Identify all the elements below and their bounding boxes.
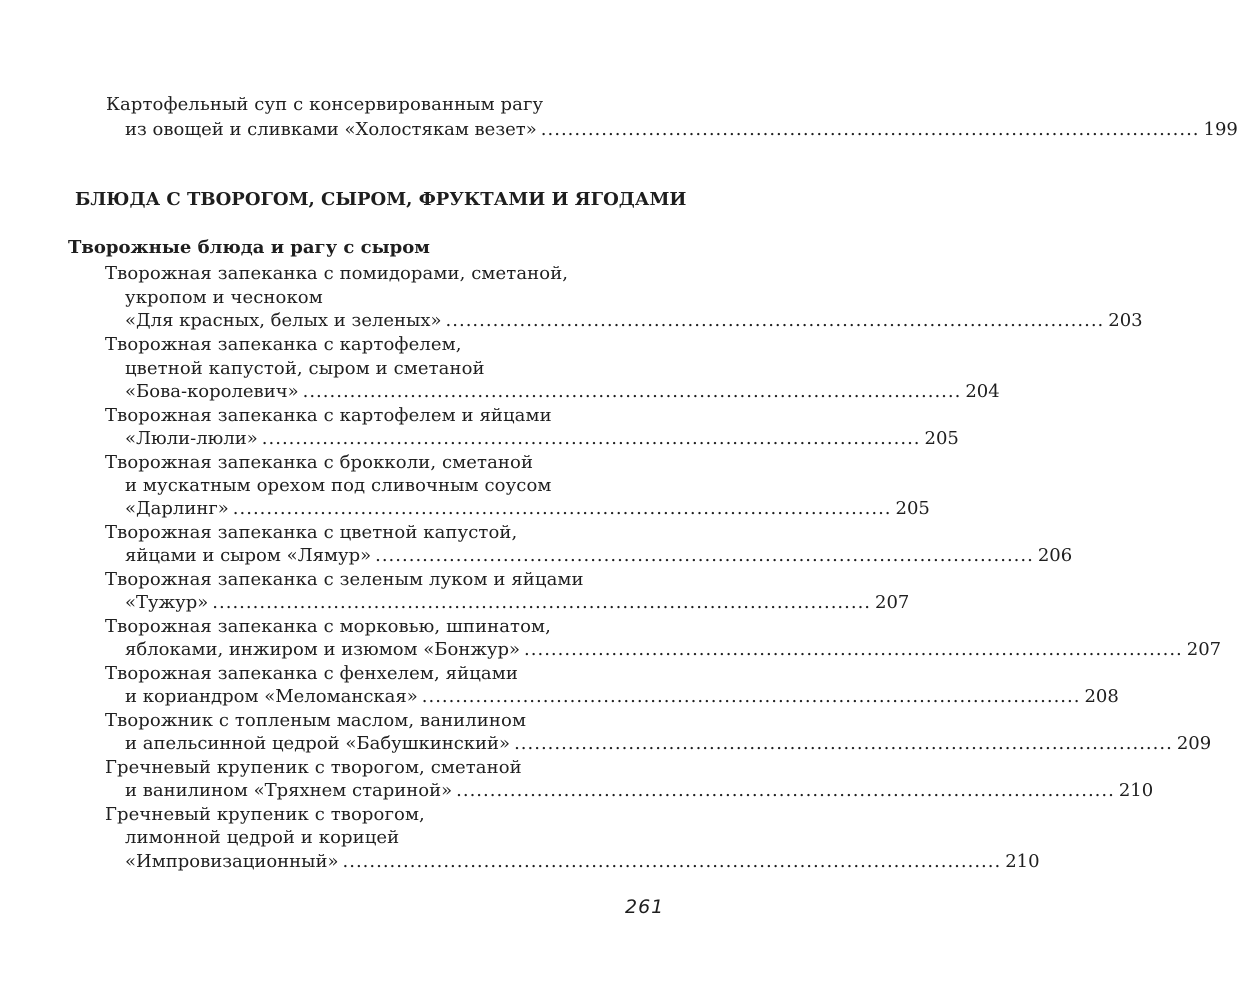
toc-entry-text: «Для красных, белых и зеленых»: [125, 310, 442, 331]
toc-entry-last-line: [125, 544, 1073, 568]
toc-entry-text: и апельсинной цедрой «Бабушкинский»: [125, 733, 511, 754]
toc-page-number: 207: [1186, 639, 1222, 660]
toc-entry-text: и кориандром «Меломанская»: [125, 686, 418, 707]
toc-entry-line: Гречневый крупеник с творогом,: [105, 804, 425, 825]
dot-leader: ..................................................................................................: [456, 780, 1115, 801]
toc-entry-text: и ванилином «Тряхнем стариной»: [125, 780, 453, 801]
toc-entry-text: яйцами и сыром «Лямур»: [125, 545, 372, 566]
toc-entry-line: Творожная запеканка с помидорами, сметаной,: [105, 263, 569, 284]
toc-page-number: 204: [965, 381, 1000, 402]
dot-leader: ..................................................................................................: [212, 592, 872, 613]
toc-page-number: 205: [924, 428, 959, 449]
dot-leader: ..................................................................................................: [342, 851, 1002, 872]
page-number: 261: [625, 896, 665, 918]
toc-entry-line: Творожная запеканка с картофелем,: [105, 334, 462, 355]
toc-entry-line: Творожная запеканка с картофелем и яйцами: [105, 405, 552, 426]
toc-entry-text: «Импровизационный»: [125, 851, 339, 872]
toc-entry-last-line: [125, 380, 1000, 404]
section-title: БЛЮДА С ТВОРОГОМ, СЫРОМ, ФРУКТАМИ И ЯГОДАМИ: [75, 189, 687, 210]
dot-leader: ..................................................................................................: [261, 428, 921, 449]
toc-page-number: 210: [1118, 780, 1154, 801]
toc-page-number: 205: [895, 498, 930, 519]
dot-leader: ..................................................................................................: [445, 310, 1105, 331]
toc-entry-last-line: [125, 638, 1222, 662]
toc-entry-text: «Бова-королевич»: [125, 381, 299, 402]
toc-entry-last-line: [125, 591, 910, 615]
toc-entry-line: лимонной цедрой и корицей: [125, 827, 400, 848]
toc-entry-line: Творожная запеканка с зеленым луком и яйцами: [105, 569, 584, 590]
toc-entry-line: Творожная запеканка с фенхелем, яйцами: [105, 663, 518, 684]
toc-entry-line: и мускатным орехом под сливочным соусом: [125, 475, 552, 496]
toc-page-number: 199: [1203, 119, 1238, 140]
toc-entry-last-line: [125, 118, 1238, 142]
toc-entry-last-line: [125, 685, 1119, 709]
toc-entry-line: Творожная запеканка с цветной капустой,: [105, 522, 518, 543]
dot-leader: ..................................................................................................: [514, 733, 1173, 754]
dot-leader: ..................................................................................................: [302, 381, 962, 402]
toc-page-number: 207: [875, 592, 910, 613]
subsection-title: Творожные блюда и рагу с сыром: [68, 237, 430, 258]
dot-leader: ..................................................................................................: [232, 498, 892, 519]
toc-entry-text: «Люли-люли»: [125, 428, 258, 449]
toc-entry-last-line: [125, 309, 1143, 333]
toc-entry-last-line: [125, 779, 1154, 803]
toc-entry-last-line: [125, 732, 1212, 756]
toc-entry-line: Творожник с топленым маслом, ванилином: [105, 710, 527, 731]
dot-leader: ..................................................................................................: [421, 686, 1081, 707]
toc-entry-line: Картофельный суп с консервированным рагу: [106, 94, 544, 115]
toc-entry-text: «Тужур»: [125, 592, 209, 613]
toc-entry-line: Гречневый крупеник с творогом, сметаной: [105, 757, 522, 778]
toc-entry-line: цветной капустой, сыром и сметаной: [125, 358, 485, 379]
toc-entry-last-line: [125, 850, 1040, 874]
toc-page-number: 209: [1176, 733, 1212, 754]
toc-entry-last-line: [125, 497, 930, 521]
dot-leader: ..................................................................................................: [375, 545, 1034, 566]
toc-entry-last-line: [125, 427, 959, 451]
toc-entry-text: из овощей и сливками «Холостякам везет»: [125, 119, 537, 140]
dot-leader: ..................................................................................................: [524, 639, 1183, 660]
dot-leader: ..................................................................................................: [540, 119, 1200, 140]
toc-entry-line: Творожная запеканка с морковью, шпинатом,: [105, 616, 551, 637]
toc-page-number: 210: [1005, 851, 1040, 872]
toc-entry-line: укропом и чесноком: [125, 287, 323, 308]
toc-entry-text: яблоками, инжиром и изюмом «Бонжур»: [125, 639, 521, 660]
toc-page-number: 206: [1037, 545, 1073, 566]
toc-page-number: 203: [1108, 310, 1143, 331]
toc-entry-line: Творожная запеканка с брокколи, сметаной: [105, 452, 534, 473]
toc-page-number: 208: [1084, 686, 1119, 707]
toc-entry-text: «Дарлинг»: [125, 498, 229, 519]
